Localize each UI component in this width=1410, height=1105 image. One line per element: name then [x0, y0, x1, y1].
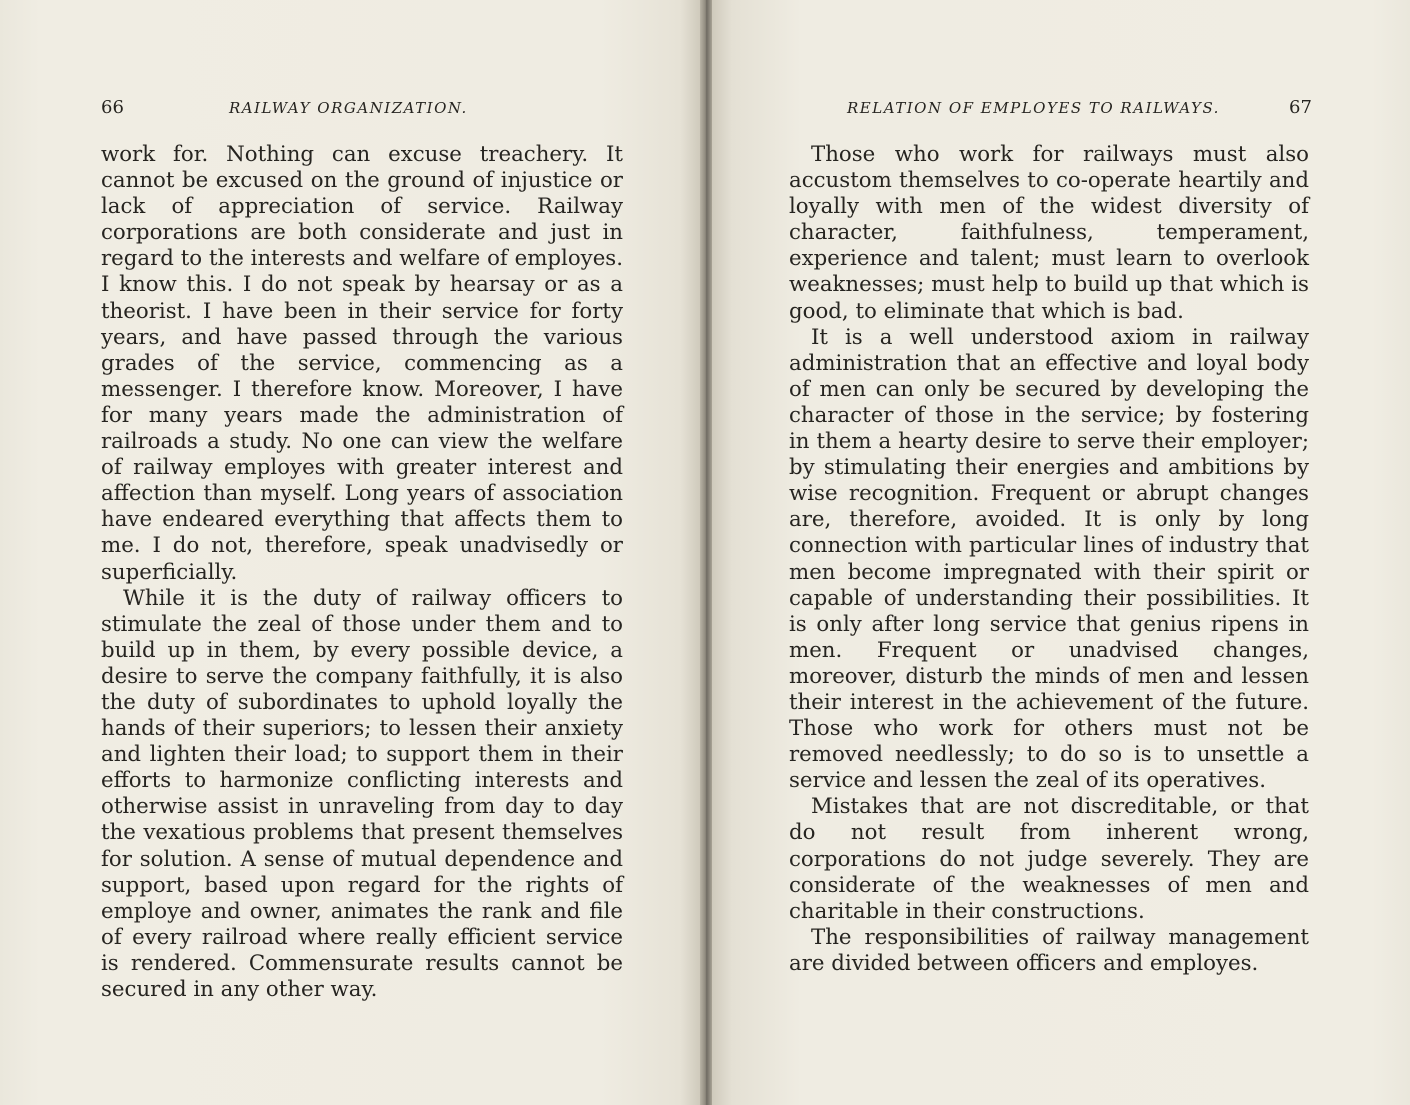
right-page-number: 67	[1289, 97, 1312, 118]
left-body-text	[101, 142, 623, 1003]
left-paragraph-2: While it is the duty of railway officers to stimulate the zeal of those under them and to build up in them, by every possible device, a desire to serve the company faithfully, it is also the duty of subordinates to uphold loyally the hands of their superiors; to lessen their anxiety and lighten their load; to support them in their efforts to harmonize conflicting interests and otherwise assist in unraveling from day to day the vexatious problems that present themselves for solution. A sense of mutual dependence and support, based upon regard for the rights of employe and owner, animates the rank and file of every railroad where really efficient service is rendered. Commensurate results cannot be secured in any other way.	[101, 585, 623, 1002]
right-body-text	[789, 142, 1309, 977]
right-paragraph-1: Those who work for railways must also accustom themselves to co-operate heartily and loyally with men of the widest diversity of character, faithfulness, temperament, experience and talent; must learn to overlook weaknesses; must help to build up that which is good, to eliminate that which is bad.	[789, 142, 1309, 324]
left-running-head	[101, 96, 501, 120]
left-page-number: 66	[101, 97, 124, 118]
left-page	[0, 0, 700, 1105]
right-running-head	[847, 96, 1312, 120]
left-running-title: RAILWAY ORGANIZATION.	[229, 99, 468, 117]
right-paragraph-4: The responsibilities of railway management are divided between officers and employes.	[789, 924, 1309, 976]
right-paragraph-3: Mistakes that are not discreditable, or that do not result from inherent wrong, corporations do not judge severely. They are considerate of the weaknesses of men and charitable in their constructions.	[789, 794, 1309, 924]
right-running-title: RELATION OF EMPLOYES TO RAILWAYS.	[847, 99, 1220, 117]
right-paragraph-2: It is a well understood axiom in railway administration that an effective and loyal body of men can only be secured by developing the character of those in the service; by fostering in them a hearty desire to serve their employer; by stimulating their energies and ambitions by wise recognition. Frequent or abrupt changes are, therefore, avoided. It is only by long connection with particular lines of industry that men become impregnated with their spirit or capable of understanding their possibilities. It is only after long service that genius ripens in men. Frequent or unadvised changes, moreover, disturb the minds of men and lessen their interest in the achievement of the future. Those who work for others must not be removed needlessly; to do so is to unsettle a service and lessen the zeal of its operatives.	[789, 324, 1309, 794]
left-paragraph-1: work for. Nothing can excuse treachery. It cannot be excused on the ground of injustice or lack of appreciation of service. Railway corporations are both considerate and just in regard to the interests and welfare of employes. I know this. I do not speak by hearsay or as a theorist. I have been in their service for forty years, and have passed through the various grades of the service, commencing as a messenger. I therefore know. Moreover, I have for many years made the administration of railroads a study. No one can view the welfare of railway employes with greater interest and affection than myself. Long years of association have endeared everything that affects them to me. I do not, therefore, speak unadvisedly or superficially.	[101, 142, 623, 585]
book-gutter	[700, 0, 712, 1105]
